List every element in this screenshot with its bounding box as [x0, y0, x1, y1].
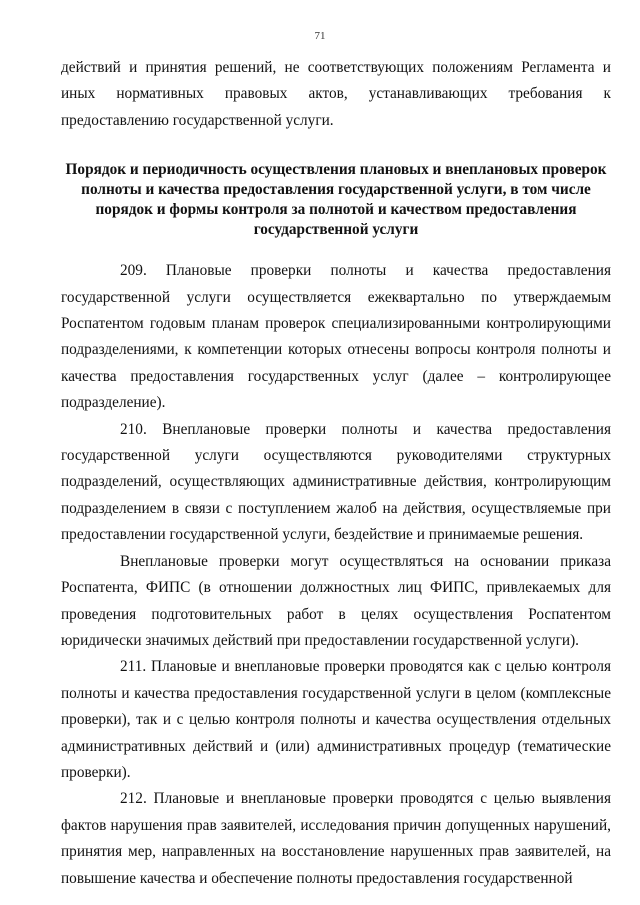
section-heading: Порядок и периодичность осуществления плановых и внеплановых проверок полноты и качества предоставления государственной услуги, в том числе порядок и формы контроля за полнотой и качеством предоставления государственной услуги: [65, 161, 607, 239]
paragraph-212: 212. Плановые и внеплановые проверки проводятся с целью выявления фактов нарушения прав заявителей, исследования причин допущенных нарушений, принятия мер, направленных на восстановление нарушенных прав заявителей, на повышение качества и обеспечение полноты предоставления государственной: [61, 790, 611, 887]
paragraph-unplanned-checks: Внеплановые проверки могут осуществляться на основании приказа Роспатента, ФИПС (в отношении должностных лиц ФИПС, привлекаемых для проведения подготовительных работ в целях осуществления Роспатентом юридически значимых действий при предоставлении государственной услуги).: [61, 552, 611, 649]
document-body: [61, 55, 611, 892]
paragraph-209: 209. Плановые проверки полноты и качества предоставления государственной услуги осуществляется ежеквартально по утверждаемым Роспатентом годовым планам проверок специализированными контролирующими подразделениями, к компетенции которых отнесены вопросы контроля полноты и качества предоставления государственных услуг (далее – контролирующее подразделение).: [61, 262, 611, 412]
page-number: 71: [314, 30, 326, 42]
paragraph-210: 210. Внеплановые проверки полноты и качества предоставления государственной услуги осуществляются руководителями структурных подразделений, осуществляющих административные действия, контролирующим подразделением в связи с поступлением жалоб на действия, осуществляемые при предоставлении государственной услуги, бездействие и принимаемые решения.: [61, 420, 611, 544]
paragraph-continuation: действий и принятия решений, не соответствующих положениям Регламента и иных нормативных правовых актов, устанавливающих требования к предоставлению государственной услуги.: [61, 59, 611, 129]
paragraph-211: 211. Плановые и внеплановые проверки проводятся как с целью контроля полноты и качества предоставления государственной услуги в целом (комплексные проверки), так и с целью контроля полноты и качества осуществления отдельных административных действий и (или) административных процедур (тематические проверки).: [61, 658, 611, 781]
section-body: [61, 258, 611, 892]
